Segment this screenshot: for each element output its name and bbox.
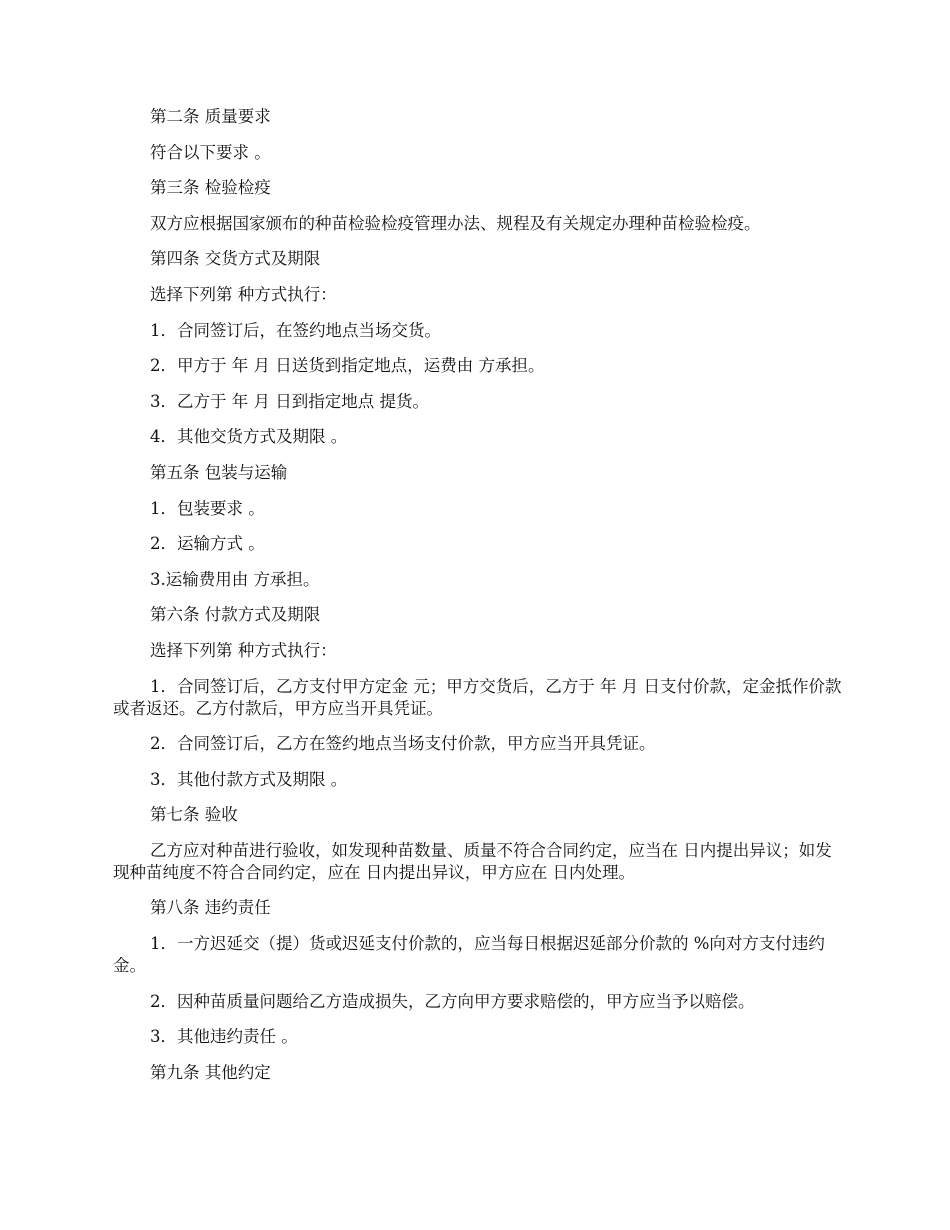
list-item: 1．合同签订后，在签约地点当场交货。 [150, 320, 441, 340]
list-item: 2．合同签订后，乙方在签约地点当场支付价款，甲方应当开具凭证。 [150, 734, 656, 754]
article-6-heading: 第六条 付款方式及期限 [150, 605, 321, 625]
list-item: 1．包装要求 。 [150, 498, 265, 518]
list-item: 1．一方迟延交（提）货或迟延支付价款的，应当每日根据迟延部分价款的 %向对方支付违约金。 [113, 934, 825, 976]
list-item: 3．其他违约责任 。 [150, 1027, 298, 1047]
article-9-heading: 第九条 其他约定 [150, 1062, 271, 1082]
paragraph: 符合以下要求 。 [150, 142, 271, 162]
article-3-heading: 第三条 检验检疫 [150, 178, 271, 198]
list-item: 4．其他交货方式及期限 。 [150, 427, 348, 447]
paragraph: 双方应根据国家颁布的种苗检验检疫管理办法、规程及有关规定办理种苗检验检疫。 [150, 213, 761, 233]
article-5-heading: 第五条 包装与运输 [150, 462, 288, 482]
list-item: 1．合同签订后，乙方支付甲方定金 元；甲方交货后，乙方于 年 月 日支付价款，定金抵作价款或者返还。乙方付款后，甲方应当开具凭证。 [113, 676, 842, 718]
paragraph: 选择下列第 种方式执行： [150, 640, 337, 660]
article-8-heading: 第八条 违约责任 [150, 898, 271, 918]
list-item: 2．运输方式 。 [150, 534, 265, 554]
list-item: 2．因种苗质量问题给乙方造成损失，乙方向甲方要求赔偿的，甲方应当予以赔偿。 [150, 991, 755, 1011]
list-item: 2．甲方于 年 月 日送货到指定地点，运费由 方承担。 [150, 356, 545, 376]
paragraph: 选择下列第 种方式执行： [150, 284, 337, 304]
article-7-heading: 第七条 验收 [150, 805, 238, 825]
list-item: 3.运输费用由 方承担。 [150, 569, 320, 589]
list-item: 3．乙方于 年 月 日到指定地点 提货。 [150, 391, 429, 411]
article-2-heading: 第二条 质量要求 [150, 107, 271, 126]
paragraph: 乙方应对种苗进行验收，如发现种苗数量、质量不符合合同约定，应当在 日内提出异议；如发现种苗纯度不符合合同约定，应在 日内提出异议，甲方应在 日内处理。 [113, 840, 832, 882]
list-item: 3．其他付款方式及期限 。 [150, 769, 348, 789]
document-body [113, 106, 843, 1097]
article-4-heading: 第四条 交货方式及期限 [150, 249, 321, 269]
